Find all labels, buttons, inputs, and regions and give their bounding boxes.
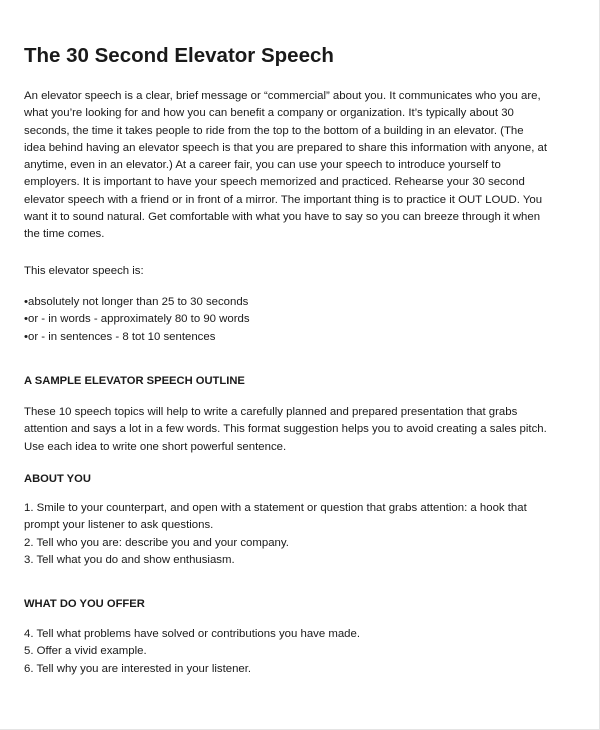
intro-line: idea behind having an elevator speech is that you are prepared to share this information with anyone, at [24,141,548,154]
bullet-item: •or - in sentences - 8 tot 10 sentences [24,330,216,343]
about-heading: ABOUT YOU [24,473,91,485]
about-item: 1. Smile to your counterpart, and open with a statement or question that grabs attention: a hook that [24,502,527,514]
outline-heading: A SAMPLE ELEVATOR SPEECH OUTLINE [24,375,245,387]
about-item: 2. Tell who you are: describe you and your company. [24,536,289,549]
intro-line: elevator speech with a friend or in front of a mirror. The important thing is to practice it OUT LOUD. You [24,193,543,206]
intro-line: what you’re looking for and how you can benefit a company or organization. It’s typically about 30 [24,107,514,120]
about-list [24,500,527,569]
bullet-item: •absolutely not longer than 25 to 30 seconds [24,296,249,308]
intro-line: the time comes. [24,228,105,241]
outline-line: Use each idea to write one short powerful sentence. [24,440,287,453]
offer-item: 6. Tell why you are interested in your listener. [24,662,252,675]
offer-list [24,626,360,678]
speech-is-label: This elevator speech is: [24,265,144,277]
outline-line: attention and says a lot in a few words. This format suggestion helps you to avoid creating a sales pitch. [24,423,547,436]
offer-item: 5. Offer a vivid example. [24,645,147,658]
offer-heading: WHAT DO YOU OFFER [24,598,145,610]
about-item: 3. Tell what you do and show enthusiasm. [24,553,235,566]
bullet-item: •or - in words - approximately 80 to 90 words [24,313,250,326]
outline-line: These 10 speech topics will help to write a carefully planned and prepared presentation that grabs [24,406,518,418]
offer-item: 4. Tell what problems have solved or contributions you have made. [24,628,361,640]
intro-paragraph [24,88,547,244]
intro-line: seconds, the time it takes people to ride from the top to the bottom of a building in an elevator. (The [24,124,524,137]
intro-line: anytime, even in an elevator.) At a career fair, you can use your speech to introduce yourself to [24,159,501,172]
intro-line: want it to sound natural. Get comfortable with what you have to say so you can breeze through it when [24,211,541,224]
intro-line: employers. It is important to have your speech memorized and practiced. Rehearse your 30 second [24,176,525,189]
bullet-list [24,294,250,346]
about-item: prompt your listener to ask questions. [24,519,214,532]
outline-paragraph [24,404,547,456]
document-title: The 30 Second Elevator Speech [24,44,334,67]
intro-line: An elevator speech is a clear, brief message or “commercial” about you. It communicates who you are, [24,90,541,102]
